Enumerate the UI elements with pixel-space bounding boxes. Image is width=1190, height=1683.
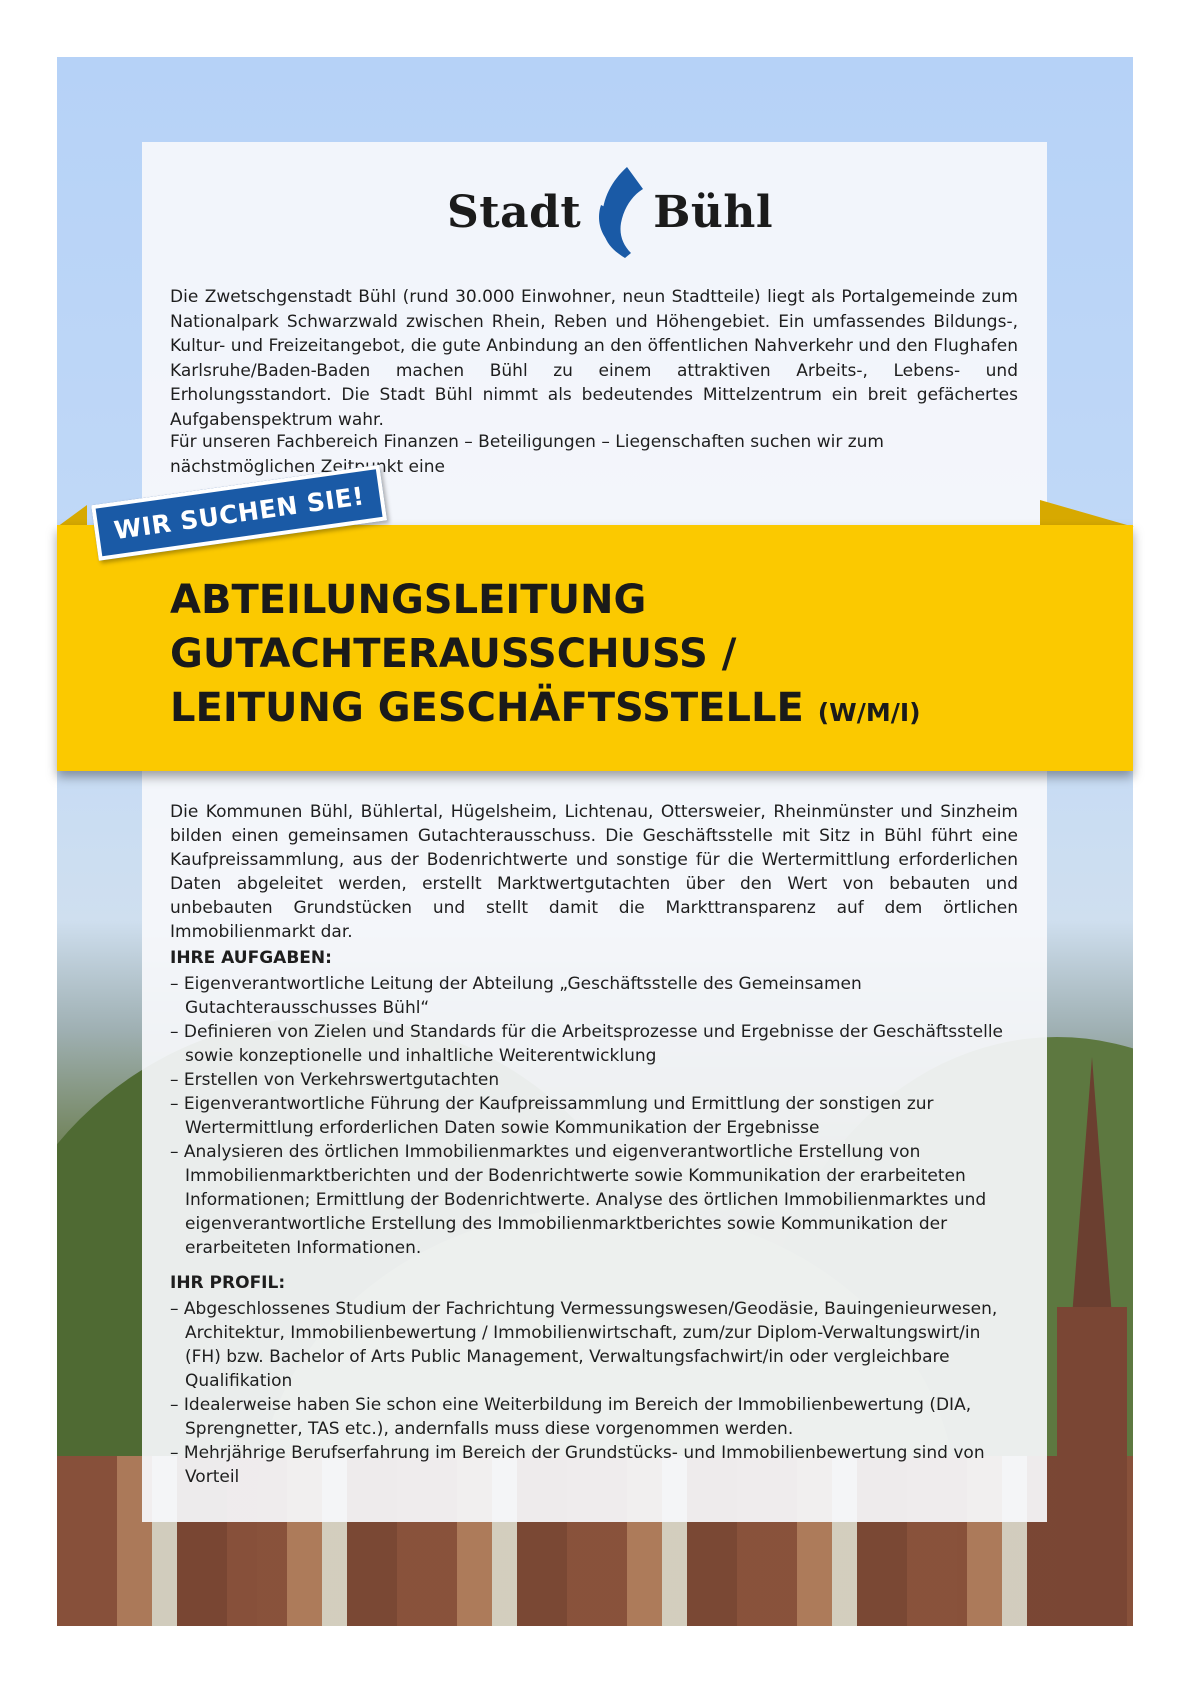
list-item: – Analysieren des örtlichen Immobilienmarktes und eigenverantwortliche Erstellung von Immobilienmarktberichten und der Bodenrichtwerte sowie Kommunikation der erarbeiteten Informationen; Ermittlung der Bodenrichtwerte. Analyse des örtlichen Immobilienmarktes und eigenverantwortliche Erstellung des Immobilienmarktberichtes sowie Kommunikation der erarbeiteten Informationen. [170, 1140, 1018, 1260]
list-item: – Definieren von Zielen und Standards für die Arbeitsprozesse und Ergebnisse der Geschäftsstelle sowie konzeptionelle und inhaltliche Weiterentwicklung [170, 1020, 1018, 1068]
logo-mark-icon [587, 165, 647, 260]
intro-search-paragraph: Für unseren Fachbereich Finanzen – Beteiligungen – Liegenschaften suchen wir zum nächstmöglichen Zeitpunkt eine [170, 432, 884, 477]
job-title [170, 573, 921, 740]
logo-word-stadt: Stadt [447, 187, 582, 238]
list-item: – Mehrjährige Berufserfahrung im Bereich der Grundstücks- und Immobilienbewertung sind von Vorteil [170, 1441, 1018, 1489]
tasks-heading: IHRE AUFGABEN: [170, 948, 332, 968]
profile-list [170, 1297, 1018, 1489]
tag-label: WIR SUCHEN SIE! [112, 480, 367, 545]
list-item: – Eigenverantwortliche Leitung der Abteilung „Geschäftsstelle des Gemeinsamen Gutachterausschusses Bühl“ [170, 972, 1018, 1020]
job-title-line-2: GUTACHTERAUSSCHUSS / [170, 631, 737, 677]
church-tower-body [1057, 1307, 1127, 1626]
banner-fold-right [1040, 500, 1134, 527]
stadt-buehl-logo [447, 165, 773, 260]
job-title-gender-suffix: (W/M/I) [817, 698, 921, 727]
church-spire [1072, 1057, 1112, 1317]
intro-paragraph: Die Zwetschgenstadt Bühl (rund 30.000 Einwohner, neun Stadtteile) liegt als Portalgemeinde zum Nationalpark Schwarzwald zwischen Rhein, Reben und Höhengebiet. Ein umfassendes Bildungs-, Kultur- und Freizeitangebot, die gute Anbindung an den öffentlichen Nahverkehr und den Flughafen Karlsruhe/Baden-Baden machen Bühl zu einem attraktiven Arbeits-, Lebens- und Erholungsstandort. Die Stadt Bühl nimmt als bedeutendes Mittelzentrum ein breit gefächertes Aufgabenspektrum wahr. [170, 287, 1018, 430]
list-item: – Idealerweise haben Sie schon eine Weiterbildung im Bereich der Immobilienbewertung (DIA, Sprengnetter, TAS etc.), andernfalls muss diese vorgenommen werden. [170, 1393, 1018, 1441]
tasks-list [170, 972, 1018, 1260]
banner-fold-left [57, 505, 87, 527]
church-tower [1057, 1057, 1127, 1626]
list-item: – Abgeschlossenes Studium der Fachrichtung Vermessungswesen/Geodäsie, Bauingenieurwesen, Architektur, Immobilienbewertung / Immobilienwirtschaft, zum/zur Diplom-Verwaltungswirt/in (FH) bzw. Bachelor of Arts Public Management, Verwaltungsfachwirt/in oder vergleichbare Qualifikation [170, 1297, 1018, 1393]
profile-heading: IHR PROFIL: [170, 1273, 286, 1293]
list-item: – Erstellen von Verkehrswertgutachten [170, 1068, 1018, 1092]
job-title-line-1: ABTEILUNGSLEITUNG [170, 577, 647, 623]
logo-word-buehl: Bühl [653, 187, 774, 238]
job-description: Die Kommunen Bühl, Bühlertal, Hügelsheim, Lichtenau, Ottersweier, Rheinmünster und Sinzheim bilden einen gemeinsamen Gutachterausschuss. Die Geschäftsstelle mit Sitz in Bühl führt eine Kaufpreissammlung, aus der Bodenrichtwerte und sonstige für die Wertermittlung erforderlichen Daten abgeleitet werden, erstellt Marktwertgutachten über den Wert von bebauten und unbebauten Grundstücken und stellt damit die Markttransparenz auf dem örtlichen Immobilienmarkt dar. [170, 802, 1018, 942]
list-item: – Eigenverantwortliche Führung der Kaufpreissammlung und Ermittlung der sonstigen zur Wertermittlung erforderlichen Daten sowie Kommunikation der Ergebnisse [170, 1092, 1018, 1140]
job-title-line-3: LEITUNG GESCHÄFTSSTELLE [170, 685, 804, 731]
